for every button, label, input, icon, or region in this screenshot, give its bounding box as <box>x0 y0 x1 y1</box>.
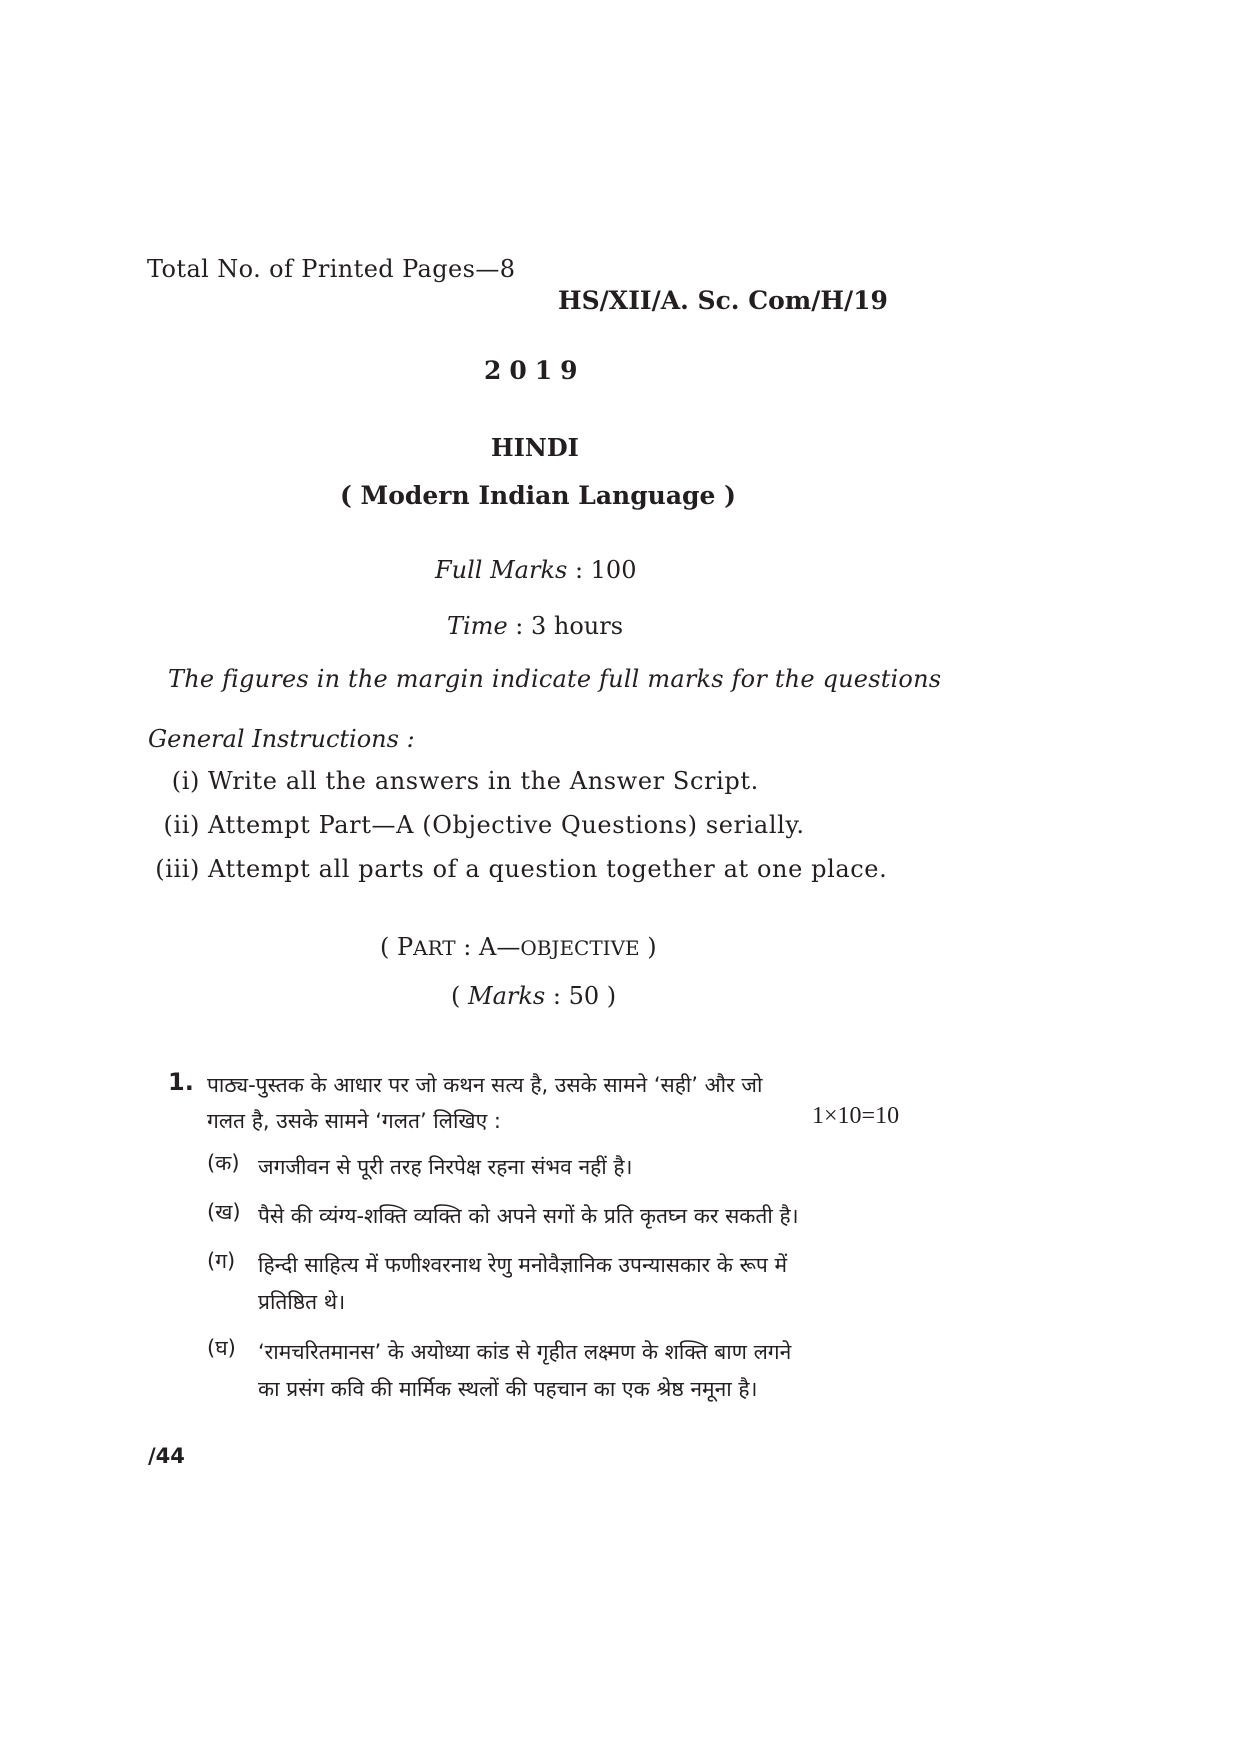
option-text: जगजीवन से पूरी तरह निरपेक्ष रहना संभव नहीं है। <box>258 1155 633 1179</box>
part-heading <box>380 933 657 961</box>
option-text: प्रतिष्ठित थे। <box>258 1290 346 1314</box>
instruction-text: Attempt Part—A (Objective Questions) serially. <box>208 811 805 839</box>
paper-code: HS/XII/A. Sc. Com/H/19 <box>558 286 888 315</box>
part-marks-value: : 50 ) <box>545 982 617 1010</box>
instruction-text: Write all the answers in the Answer Script. <box>208 767 759 795</box>
part-word: ART <box>413 936 456 960</box>
part-marks-label: Marks <box>468 982 546 1010</box>
part-objective: OBJECTIVE <box>520 936 640 960</box>
option-label: (घ) <box>207 1336 236 1360</box>
full-marks-label: Full Marks <box>435 556 568 584</box>
instruction-number: (iii) <box>155 855 200 883</box>
option-text: पैसे की व्यंग्य-शक्ति व्यक्ति को अपने सगों के प्रति कृतघ्न कर सकती है। <box>258 1204 799 1228</box>
instruction-item <box>148 811 805 839</box>
subject-subtitle: ( Modern Indian Language ) <box>340 481 736 510</box>
part-marks-open: ( <box>451 982 468 1010</box>
option-text: का प्रसंग कवि की मार्मिक स्थलों की पहचान का एक श्रेष्ठ नमूना है। <box>258 1377 758 1401</box>
instruction-number: (ii) <box>163 811 200 839</box>
question-marks: 1×10=10 <box>812 1103 900 1129</box>
margin-note: The figures in the margin indicate full marks for the questions <box>168 665 942 693</box>
question-text-line: गलत है, उसके सामने ‘गलत’ लिखिए : <box>207 1109 501 1133</box>
option-text: हिन्दी साहित्य में फणीश्वरनाथ रेणु मनोवैज्ञानिक उपन्यासकार के रूप में <box>258 1253 788 1277</box>
exam-year: 2019 <box>484 356 586 385</box>
instruction-number: (i) <box>171 767 200 795</box>
part-letter: : A— <box>455 933 521 961</box>
general-instructions-title <box>148 725 415 753</box>
subject-title: HINDI <box>491 433 579 462</box>
part-open: ( P <box>380 933 414 961</box>
option-label: (ख) <box>207 1200 241 1224</box>
time-label: Time <box>447 612 508 640</box>
part-marks <box>451 982 616 1010</box>
option-text: ‘रामचरितमानस’ के अयोध्या कांड से गृहीत लक्ष्मण के शक्ति बाण लगने <box>258 1340 792 1364</box>
instruction-item <box>148 767 759 795</box>
instruction-text: Attempt all parts of a question together at one place. <box>208 855 888 883</box>
part-close: ) <box>639 933 657 961</box>
general-instructions-label: General Instructions : <box>148 725 415 753</box>
footer-page-code: /44 <box>148 1444 185 1468</box>
option-label: (ग) <box>207 1249 236 1273</box>
full-marks-value: : 100 <box>567 556 637 584</box>
time-value: : 3 hours <box>507 612 624 640</box>
exam-time <box>447 612 623 640</box>
question-text-line: पाठ्य-पुस्तक के आधार पर जो कथन सत्य है, उसके सामने ‘सही’ और जो <box>207 1073 763 1097</box>
printed-pages-note: Total No. of Printed Pages—8 <box>147 255 516 283</box>
instruction-item <box>148 855 887 883</box>
option-label: (क) <box>207 1151 240 1175</box>
question-number: 1. <box>168 1068 194 1096</box>
full-marks <box>435 556 636 584</box>
